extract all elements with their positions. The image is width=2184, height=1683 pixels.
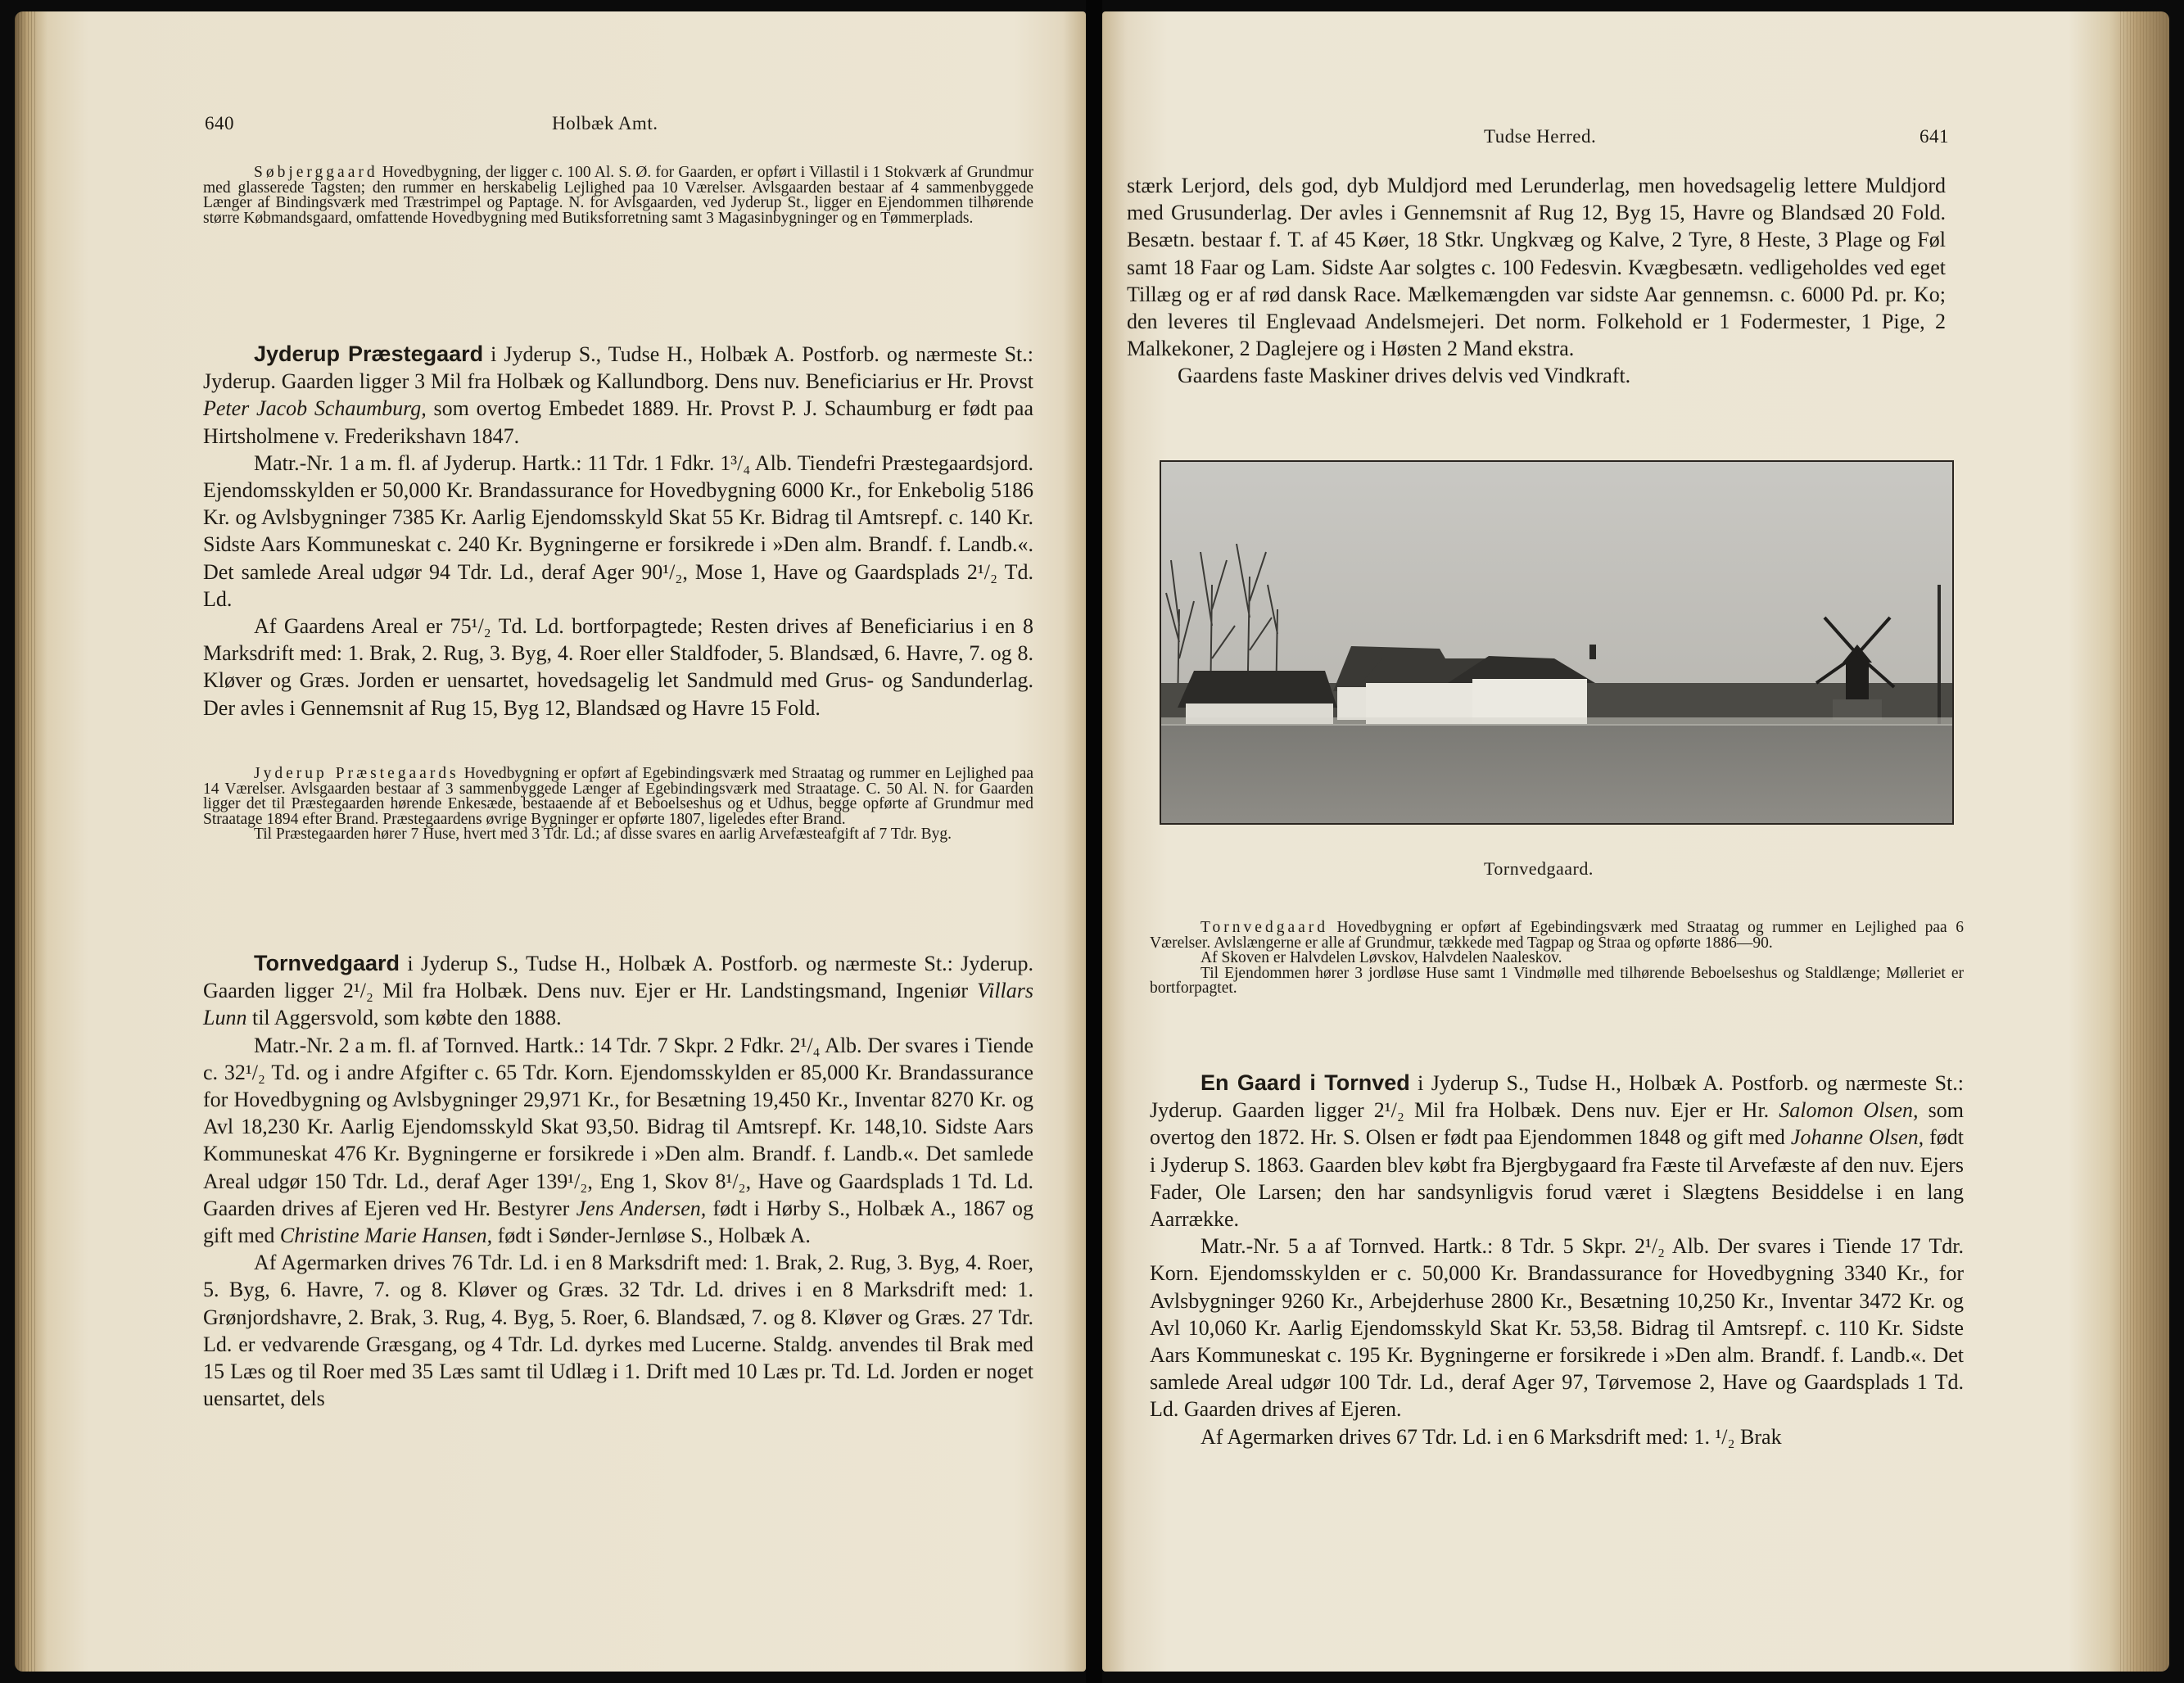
note-text: Hovedbygning er opført af Egebindingsværk med Straatag og rummer en Lejlighed paa 14 Værelser. Avlsgaarden bestaar af 3 sammenbyggede Længer af Egebindingsværk med Straatage. C. 50 Al. N. for Gaarden ligger det til Præstegaarden hørende Enkesæde, bestaaende af et Beboelseshus og et Udhus, begge opførte af Grundmur med Straatage 1894 efter Brand. Præstegaardens øvrige Bygninger er opførte 1807, ligeledes efter Brand. — [203, 765, 1033, 828]
entry-heading: En Gaard i Tornved — [1201, 1070, 1410, 1095]
note-lead: Jyderup Præstegaards — [254, 765, 459, 782]
entry-jyderup-praestegaard — [203, 341, 1033, 722]
intro-note — [203, 165, 1033, 226]
running-head: Holbæk Amt. — [552, 113, 658, 133]
entry-text: som overtog den 1872. Hr. S. Olsen er født paa Ejendommen 1848 og gift med — [1150, 1098, 1964, 1150]
person-name: Johanne Olsen, — [1790, 1125, 1924, 1150]
entry-text: Matr.-Nr. 2 a m. fl. af Tornved. Hartk.: 14 Tdr. 7 Skpr. 2 Fdkr. 2¹/₄ Alb. Der svares i Tiende c. 32¹/₂ Td. og i andre Afgifter c. 65 Tdr. Korn. Ejendomsskylden er 85,000 Kr. Brandassurance for Hovedbygning og Avlsbygninger 29,971 Kr., for Besætning 19,450 Kr., Inventar 8270 Kr. og Avl 18,230 Kr. Aarlig Ejendomsskyld Skat 93,50. Bidrag til Amtsrepf. Kr. 148,10. Sidste Aars Kommuneskat 476 Kr. Bygningerne er forsikrede i »Den alm. Brandf. f. Landb.«. Det samlede Areal udgør 150 Tdr. Ld., deraf Ager 139¹/₂, Eng 1, Skov 8¹/₂, Have og Gaardsplads 1 Td. Ld. Gaarden drives af Ejeren ved Hr. Bestyrer — [203, 1033, 1033, 1220]
tornvedgaard-photo — [1160, 460, 1954, 825]
person-name: Peter Jacob Schaumburg, — [203, 396, 427, 421]
entry-text: født i Jyderup S. 1863. Gaarden blev købt fra Bjergbygaard fra Fæste til Arvefæste af den nuv. Ejers Fader, Ole Larsen; den har sandsynligvis forud været i Slægtens Besiddelse i en lang Aarrække. — [1150, 1125, 1964, 1232]
photo-caption: Tornvedgaard. — [1484, 858, 1594, 879]
note-text: Af Skoven er Halvdelen Løvskov, Halvdelen Naaleskov. — [1201, 949, 1562, 967]
entry-text: født i Sønder-Jernløse S., Holbæk A. — [492, 1224, 811, 1248]
entry-paragraph: Gaardens faste Maskiner drives delvis ved Vindkraft. — [1178, 364, 1631, 388]
person-name: Villars Lunn — [203, 979, 1033, 1030]
entry-text: som overtog Embedet 1889. Hr. Provst P. J. Schaumburg er født paa Hirtsholmene v. Frederikshavn 1847. — [203, 396, 1033, 448]
book-gutter — [1086, 0, 1102, 1683]
photo-note — [1150, 921, 1964, 997]
intro-note-text: Hovedbygning, der ligger c. 100 Al. S. Ø. for Gaarden, er opført i Villastil i 1 Stokværk af Grundmur med glasserede Tagsten; den rummer en herskabelig Lejlighed paa 10 Værelser. Avlsgaarden bestaar af 4 sammenbyggede Længer af Bindingsværk med Træstrimpel og Paptage. N. for Avlsgaarden, ved Jyderup St., ligger en Ejendommen tilhørende større Købmandsgaard, omfattende Hovedbygning med Butiksforretning samt 3 Magasinbygninger og en Tømmerplads. — [203, 164, 1033, 227]
page-number: 640 — [205, 113, 234, 133]
entry-text: i Jyderup S., Tudse H., Holbæk A. Postforb. og nærmeste St.: Jyderup. Gaarden ligger 3 Mil fra Holbæk og Kallundborg. Dens nuv. Beneficiarius er Hr. Provst — [203, 342, 1033, 394]
entry-paragraph: Matr.-Nr. 5 a af Tornved. Hartk.: 8 Tdr. 5 Skpr. 2¹/₂ Alb. Der svares i Tiende 17 Tdr. Korn. Ejendomsskylden er c. 50,000 Kr. Brandassurance for Hovedbygning 3340 Kr., for Avlsbygninger 9260 Kr., Arbejderhuse 2800 Kr., Besætning 10,250 Kr., Inventar 3472 Kr. og Avl 10,060 Kr. Aarlig Ejendomsskyld Skat Kr. 53,58. Bidrag til Amtsrepf. c. 110 Kr. Sidste Aars Kommuneskat c. 195 Kr. Bygningerne er forsikrede i »Den alm. Brandf. f. Landb.«. Det samlede Areal udgør 100 Tdr. Ld., deraf Ager 97, Tørvemose 2, Have og Gaardsplads 1 Td. Ld. Gaarden drives af Ejeren. — [1150, 1234, 1964, 1422]
entry-paragraph: Af Agermarken drives 67 Tdr. Ld. i en 6 Marksdrift med: 1. ¹/₂ Brak — [1201, 1424, 1782, 1449]
page-number: 641 — [1919, 126, 1949, 147]
entry-heading: Tornvedgaard — [254, 951, 400, 975]
note-text: Til Præstegaarden hører 7 Huse, hvert med 3 Tdr. Ld.; af disse svares en aarlig Arvefæsteafgift af 7 Tdr. Byg. — [254, 826, 952, 844]
running-head: Tudse Herred. — [1484, 126, 1597, 147]
note-lead: Tornvedgaard — [1201, 919, 1329, 936]
entry-text: født i Hørby S., Holbæk A., 1867 og gift med — [203, 1196, 1033, 1248]
entry-paragraph: stærk Lerjord, dels god, dyb Muldjord med Lerunderlag, men hovedsagelig lettere Muldjord med Grusunderlag. Der avles i Gennemsnit af Rug 12, Byg 15, Havre og Blandsæd 20 Fold. Besætn. bestaar f. T. af 45 Køer, 18 Stkr. Ungkvæg og Kalve, 2 Tyre, 8 Heste, 3 Plage og Føl samt 18 Faar og Lam. Sidste Aar solgtes c. 100 Fedesvin. Kvægbesætn. vedligeholdes ved eget Tillæg og er af rød dansk Race. Mælkemængden var sidste Aar gennemsn. c. 6000 Pd. pr. Ko; den leveres til Englevaad Andelsmejeri. Det norm. Folkehold er 1 Fodermester, 1 Pige, 2 Malkekoner, 2 Daglejere og i Høsten 2 Mand ekstra. — [1127, 174, 1946, 361]
entry-paragraph: Af Agermarken drives 76 Tdr. Ld. i en 8 Marksdrift med: 1. Brak, 2. Rug, 3. Byg, 4. Roer, 5. Byg, 6. Havre, 7. og 8. Kløver og Græs. 32 Tdr. Ld. drives i en 8 Marksdrift med: 1. Grønjordshavre, 2. Brak, 3. Rug, 4. Byg, 5. Roer, 6. Blandsæd, 7. og 8. Kløver og Græs. 27 Tdr. Ld. er vedvarende Græsgang, og 4 Tdr. Ld. dyrkes med Lucerne. Staldg. anvendes til Brak med 15 Læs og til Roer med 35 Læs samt til Udlæg i 1. Drift med 10 Læs pr. Td. Ld. Jorden er noget uensartet, dels — [203, 1251, 1033, 1411]
person-name: Salomon Olsen, — [1779, 1098, 1919, 1123]
entry-note — [203, 767, 1033, 843]
left-page — [15, 11, 1086, 1672]
entry-heading: Jyderup Præstegaard — [254, 342, 484, 366]
entry-paragraph: Af Gaardens Areal er 75¹/₂ Td. Ld. bortforpagtede; Resten drives af Beneficiarius i en 8 Marksdrift med: 1. Brak, 2. Rug, 3. Byg, 4. Roer eller Staldfoder, 5. Blandsæd, 6. Havre, 7. og 8. Kløver og Græs. Jorden er uensartet, hovedsagelig let Sandmuld med Grus- og Sandunderlag. Der avles i Gennemsnit af Rug 15, Byg 12, Blandsæd og Havre 15 Fold. — [203, 614, 1033, 720]
entry-paragraph: Matr.-Nr. 1 a m. fl. af Jyderup. Hartk.: 11 Tdr. 1 Fdkr. 1³/₄ Alb. Tiendefri Præstegaardsjord. Ejendomsskylden er 50,000 Kr. Brandassurance for Hovedbygning 6000 Kr., for Enkebolig 5186 Kr. og Avlsbygninger 7385 Kr. Aarlig Ejendomsskyld Skat 55 Kr. Bidrag til Amtsrepf. c. 140 Kr. Sidste Aars Kommuneskat c. 240 Kr. Bygningerne er forsikrede i »Den alm. Brandf. f. Landb.«. Det samlede Areal udgør 94 Tdr. Ld., deraf Ager 90¹/₂, Mose 1, Have og Gaardsplads 2¹/₂ Td. Ld. — [203, 450, 1033, 611]
entry-en-gaard-i-tornved — [1150, 1070, 1964, 1450]
person-name: Christine Marie Hansen, — [279, 1224, 493, 1248]
continued-text — [1127, 172, 1946, 390]
note-text: Til Ejendommen hører 3 jordløse Huse samt 1 Vindmølle med tilhørende Beboelseshus og Staldlænge; Mølleriet er bortforpagtet. — [1150, 964, 1964, 998]
entry-text: i Jyderup S., Tudse H., Holbæk A. Postforb. og nærmeste St.: Jyderup. Gaarden ligger 2¹/₂ Mil fra Holbæk. Dens nuv. Ejer er Hr. Landstingsmand, Ingeniør — [203, 952, 1033, 1003]
intro-note-lead: Søbjerggaard — [254, 164, 378, 181]
person-name: Jens Andersen, — [576, 1196, 707, 1220]
note-text: Hovedbygning er opført af Egebindingsværk med Straatag og rummer en Lejlighed paa 6 Værelser. Avlslængerne er alle af Grundmur, tækkede med Tagpap og Straa og opførte 1886—90. — [1150, 919, 1964, 952]
entry-text: til Aggersvold, som købte den 1888. — [246, 1006, 562, 1030]
entry-text: i Jyderup S., Tudse H., Holbæk A. Postforb. og nærmeste St.: Jyderup. Gaarden ligger 2¹/₂ Mil fra Holbæk. Dens nuv. Ejer er Hr. — [1150, 1071, 1964, 1123]
entry-tornvedgaard — [203, 950, 1033, 1412]
